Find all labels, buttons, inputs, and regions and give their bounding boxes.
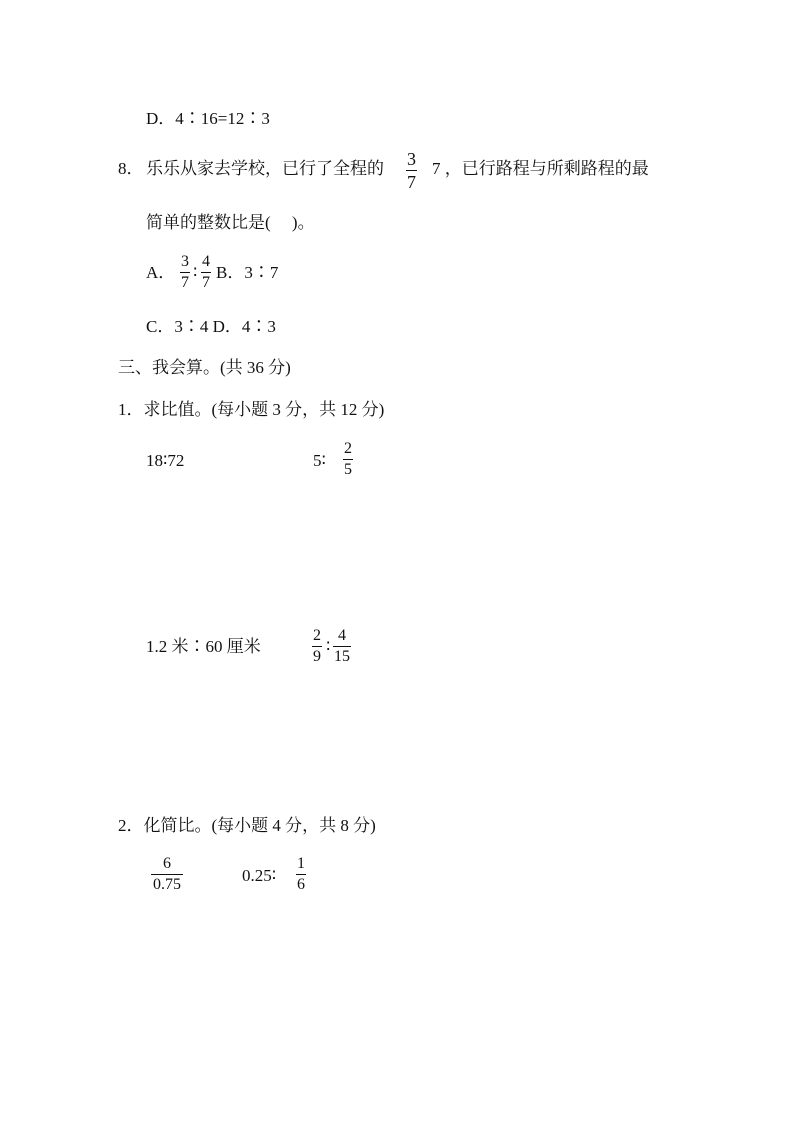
q1-item-4-fraction-1 <box>312 628 322 665</box>
q1-item-2-denominator: 5 <box>344 461 352 478</box>
q2-item-1-fraction <box>148 856 186 893</box>
q2-item-2-fraction <box>296 856 306 893</box>
q8-option-a-fraction-2 <box>201 254 211 291</box>
q1-item-1: 18∶72 <box>146 451 185 470</box>
q8-fraction-numerator: 3 <box>407 149 416 169</box>
q2-item-1-denominator: 0.75 <box>153 876 181 893</box>
q2-item-2-prefix: 0.25∶ <box>242 866 277 885</box>
q8-option-a-f2-numerator: 4 <box>202 253 210 270</box>
q8-options-c-d: C．3∶4 D．4∶3 <box>146 317 276 336</box>
q1-item-4-f1-numerator: 2 <box>313 627 321 644</box>
q8-number: 8． <box>118 159 144 178</box>
q1-item-4-f1-denominator: 9 <box>313 648 321 665</box>
q1-item-4-f2-denominator: 15 <box>334 648 350 665</box>
q8-option-a-colon: ∶ <box>193 263 198 282</box>
q8-option-a-label: A． <box>146 263 176 282</box>
q1-item-2-fraction <box>343 441 353 478</box>
q8-option-a-f1-numerator: 3 <box>181 253 189 270</box>
q2-item-1-numerator: 6 <box>163 855 171 872</box>
q8-text-before: 乐乐从家去学校，已行了全程的 <box>146 159 384 178</box>
q1-item-4-colon: ∶ <box>326 637 331 656</box>
q1-item-2-prefix: 5∶ <box>313 451 326 470</box>
q8-option-a-f2-denominator: 7 <box>202 274 210 291</box>
q1-item-2-numerator: 2 <box>344 440 352 457</box>
q8-option-a-fraction-1 <box>180 254 190 291</box>
q8-fraction-denominator: 7 <box>407 172 416 192</box>
section-3-q1-title: 1．求比值。(每小题 3 分，共 12 分) <box>118 400 385 419</box>
q8-fraction <box>406 150 417 191</box>
section-3-title: 三、我会算。(共 36 分) <box>118 358 291 377</box>
q8-option-a-f1-denominator: 7 <box>181 274 189 291</box>
q2-item-2-denominator: 6 <box>297 876 305 893</box>
q7-option-d: D．4∶16=12∶3 <box>146 109 270 128</box>
q8-text-after: 7 ，已行路程与所剩路程的最 <box>432 159 649 178</box>
q8-line2: 简单的整数比是( )。 <box>146 213 315 232</box>
q8-option-b: B．3∶7 <box>216 263 279 282</box>
q1-item-4-f2-numerator: 4 <box>338 627 346 644</box>
section-3-q2-title: 2．化简比。(每小题 4 分，共 8 分) <box>118 816 376 835</box>
q1-item-3: 1.2 米∶60 厘米 <box>146 637 261 656</box>
q1-item-4-fraction-2 <box>333 628 351 665</box>
q2-item-2-numerator: 1 <box>297 855 305 872</box>
